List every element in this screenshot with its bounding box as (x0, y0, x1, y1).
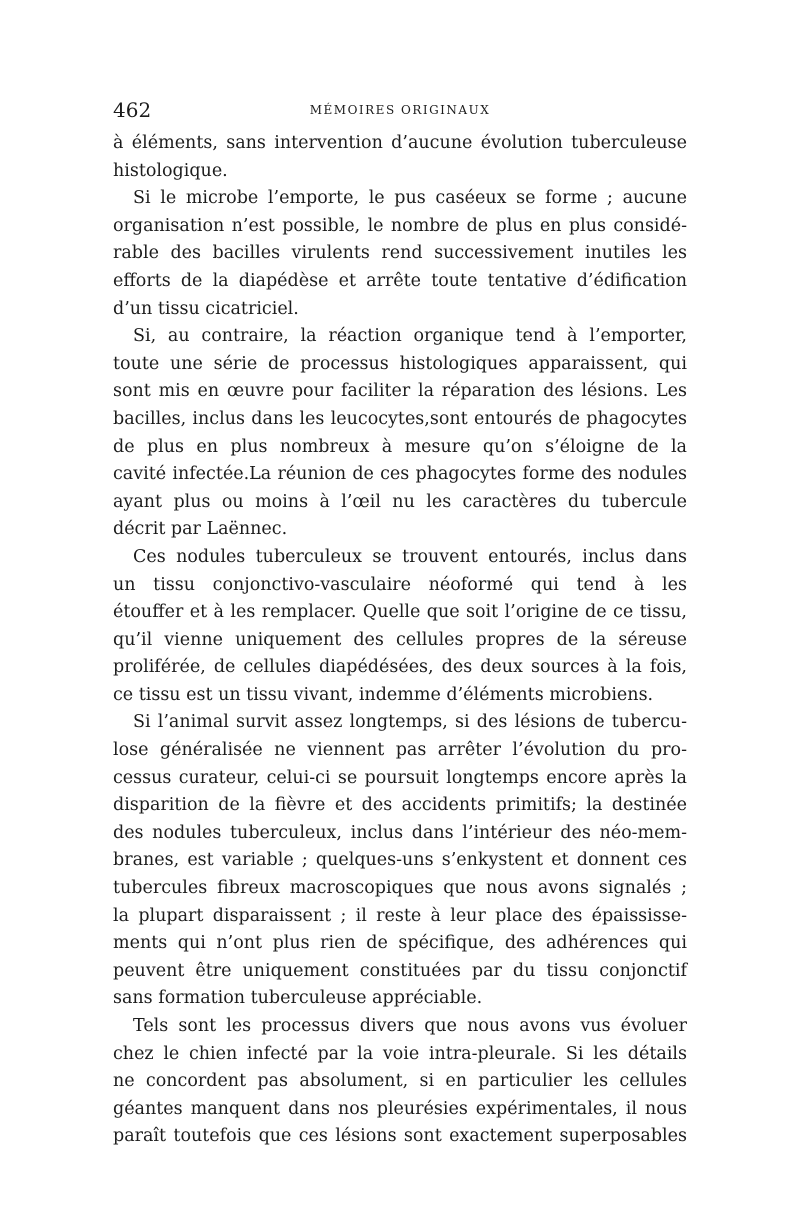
text-line: proliférée, de cellules diapédésées, des deux sources à la fois, (113, 657, 687, 678)
text-line: qu’il vienne uniquement des cellules propres de la séreuse (113, 629, 687, 650)
text-line: des nodules tuberculeux, inclus dans l’intérieur des néo-mem- (113, 822, 687, 843)
text-line: ne concordent pas absolument, si en particulier les cellules (113, 1071, 687, 1092)
text-line: Tels sont les processus divers que nous avons vus évoluer (133, 1016, 687, 1036)
text-line: organisation n’est possible, le nombre de plus en plus considé- (113, 215, 687, 236)
text-line: efforts de la diapédèse et arrête toute tentative d’édification (113, 270, 687, 291)
running-title: MÉMOIRES ORIGINAUX (309, 103, 491, 117)
text-line: décrit par Laënnec. (113, 519, 288, 540)
text-line: histologique. (113, 160, 228, 181)
text-line: lose généralisée ne viennent pas arrêter l’évolution du pro- (113, 740, 687, 761)
text-line: Si l’animal survit assez longtemps, si des lésions de tubercu- (133, 712, 687, 733)
text-line: Ces nodules tuberculeux se trouvent entourés, inclus dans (133, 546, 687, 567)
text-line: à éléments, sans intervention d’aucune évolution tuberculeuse (113, 133, 687, 153)
text-line: chez le chien infecté par la voie intra-pleurale. Si les détails (113, 1043, 687, 1064)
text-line: un tissu conjonctivo-vasculaire néoformé qui tend à les (113, 574, 687, 595)
text-line: sont mis en œuvre pour faciliter la réparation des lésions. Les (113, 381, 687, 402)
text-line: sans formation tuberculeuse appréciable. (113, 988, 483, 1009)
text-line: tubercules fibreux macroscopiques que nous avons signalés ; (113, 878, 687, 899)
text-line: de plus en plus nombreux à mesure qu’on s’éloigne de la (113, 436, 687, 457)
text-line: paraît toutefois que ces lésions sont exactement superposables (113, 1126, 687, 1147)
running-head (113, 97, 687, 127)
text-line: branes, est variable ; quelques-uns s’enkystent et donnent ces (113, 850, 687, 871)
text-line: Si le microbe l’emporte, le pus caséeux se forme ; aucune (133, 188, 687, 209)
text-line: peuvent être uniquement constituées par du tissu conjonctif (113, 960, 687, 981)
text-line: rable des bacilles virulents rend successivement inutiles les (113, 243, 687, 264)
text-line: ce tissu est un tissu vivant, indemme d’éléments microbiens. (113, 684, 654, 705)
text-line: cessus curateur, celui-ci se poursuit longtemps encore après la (113, 767, 687, 788)
text-line: d’un tissu cicatriciel. (113, 298, 299, 319)
text-line: géantes manquent dans nos pleurésies expérimentales, il nous (113, 1098, 687, 1119)
page-number: 462 (113, 98, 152, 122)
text-line: Si, au contraire, la réaction organique tend à l’emporter, (133, 326, 687, 347)
text-line: étouffer et à les remplacer. Quelle que soit l’origine de ce tissu, (113, 602, 687, 623)
text-line: cavité infectée.La réunion de ces phagocytes forme des nodules (113, 464, 687, 485)
text-line: bacilles, inclus dans les leucocytes,sont entourés de phagocytes (113, 408, 687, 429)
text-line: ayant plus ou moins à l’œil nu les caractères du tubercule (113, 491, 687, 512)
text-line: la plupart disparaissent ; il reste à leur place des épaississe- (113, 905, 687, 926)
text-line: disparition de la fièvre et des accidents primitifs; la destinée (113, 795, 687, 816)
body-text (113, 130, 687, 1151)
text-line: toute une série de processus histologiques apparaissent, qui (113, 353, 687, 374)
text-line: ments qui n’ont plus rien de spécifique, des adhérences qui (113, 933, 687, 954)
